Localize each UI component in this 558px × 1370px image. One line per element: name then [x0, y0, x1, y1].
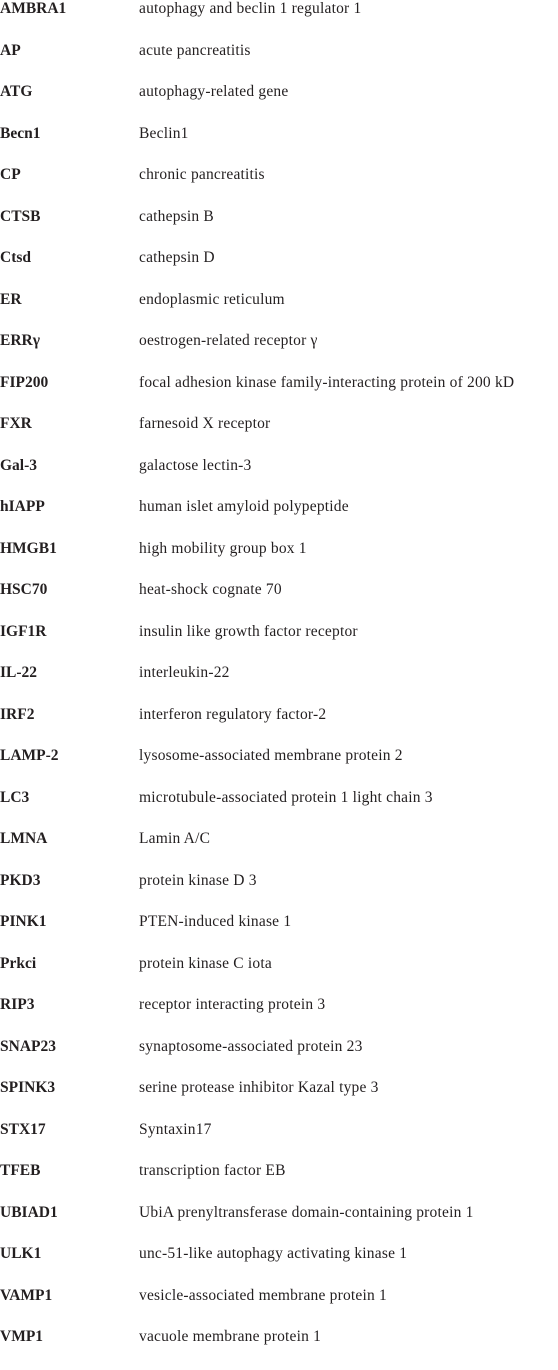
abbreviation-row [0, 789, 558, 831]
abbreviation-row [0, 166, 558, 208]
abbreviation-definition: protein kinase C iota [139, 954, 272, 972]
abbreviation-row [0, 1245, 558, 1287]
abbreviation-definition: acute pancreatitis [139, 41, 251, 59]
abbreviation-row [0, 374, 558, 416]
abbreviation-row [0, 872, 558, 914]
abbreviation-row [0, 1287, 558, 1329]
abbreviation-row [0, 830, 558, 872]
abbreviation-term: AP [0, 41, 21, 59]
abbreviation-row [0, 623, 558, 665]
abbreviation-definition: transcription factor EB [139, 1162, 286, 1179]
abbreviation-row [0, 0, 558, 42]
abbreviation-definition: receptor interacting protein 3 [139, 996, 326, 1013]
abbreviation-row [0, 996, 558, 1038]
abbreviation-definition: galactose lectin-3 [139, 456, 252, 474]
abbreviation-definition: lysosome-associated membrane protein 2 [139, 747, 403, 764]
abbreviation-definition: oestrogen-related receptor γ [139, 332, 318, 349]
abbreviation-term: IRF2 [0, 705, 35, 723]
abbreviation-definition: interferon regulatory factor-2 [139, 705, 327, 723]
abbreviation-term: PKD3 [0, 871, 41, 889]
abbreviation-term: CP [0, 166, 21, 183]
abbreviation-row [0, 1038, 558, 1080]
abbreviation-row [0, 581, 558, 623]
abbreviation-definition: unc-51-like autophagy activating kinase 1 [139, 1245, 408, 1262]
abbreviation-row [0, 249, 558, 291]
abbreviation-term: TFEB [0, 1162, 41, 1179]
abbreviation-row [0, 1162, 558, 1204]
abbreviation-row [0, 457, 558, 499]
abbreviation-definition: Syntaxin17 [139, 1120, 212, 1138]
abbreviation-definition: vesicle-associated membrane protein 1 [139, 1286, 387, 1304]
abbreviation-row [0, 540, 558, 582]
abbreviation-row [0, 1328, 558, 1370]
abbreviation-term: FIP200 [0, 373, 49, 391]
abbreviation-definition: serine protease inhibitor Kazal type 3 [139, 1079, 379, 1096]
abbreviation-definition: Beclin1 [139, 124, 189, 142]
abbreviation-row [0, 208, 558, 250]
abbreviation-term: ER [0, 290, 22, 308]
abbreviation-term: SPINK3 [0, 1079, 56, 1096]
abbreviation-term: LAMP-2 [0, 747, 59, 764]
abbreviation-term: SNAP23 [0, 1037, 56, 1055]
abbreviation-term: HMGB1 [0, 539, 57, 557]
abbreviation-row [0, 664, 558, 706]
abbreviation-definition: Lamin A/C [139, 830, 211, 847]
abbreviation-definition: autophagy and beclin 1 regulator 1 [139, 0, 362, 17]
abbreviation-term: AMBRA1 [0, 0, 67, 17]
abbreviation-definition: focal adhesion kinase family-interacting protein of 200 kD [139, 373, 515, 391]
abbreviation-term: PINK1 [0, 913, 47, 930]
abbreviation-row [0, 706, 558, 748]
abbreviation-row [0, 83, 558, 125]
abbreviation-row [0, 955, 558, 997]
abbreviation-row [0, 415, 558, 457]
abbreviation-term: VAMP1 [0, 1286, 53, 1304]
abbreviation-term: CTSB [0, 207, 41, 225]
abbreviation-definition: endoplasmic reticulum [139, 290, 285, 308]
abbreviation-definition: synaptosome-associated protein 23 [139, 1037, 363, 1055]
abbreviation-term: IGF1R [0, 622, 47, 640]
abbreviation-row [0, 332, 558, 374]
abbreviation-definition: cathepsin B [139, 207, 214, 225]
abbreviation-row [0, 913, 558, 955]
abbreviation-term: hIAPP [0, 498, 45, 515]
abbreviation-term: ATG [0, 83, 33, 100]
abbreviation-row [0, 1121, 558, 1163]
abbreviation-definition: cathepsin D [139, 249, 215, 266]
abbreviation-definition: heat-shock cognate 70 [139, 581, 282, 598]
abbreviation-definition: insulin like growth factor receptor [139, 622, 358, 640]
abbreviation-row [0, 1204, 558, 1246]
abbreviation-definition: protein kinase D 3 [139, 871, 257, 889]
abbreviation-term: LMNA [0, 830, 48, 847]
abbreviation-term: ERRγ [0, 332, 40, 349]
abbreviation-term: IL-22 [0, 664, 38, 681]
abbreviation-definition: farnesoid X receptor [139, 415, 271, 432]
abbreviation-term: Becn1 [0, 124, 41, 142]
abbreviation-definition: UbiA prenyltransferase domain-containing protein 1 [139, 1203, 474, 1221]
abbreviation-row [0, 42, 558, 84]
abbreviation-term: UBIAD1 [0, 1203, 58, 1221]
abbreviation-definition: PTEN-induced kinase 1 [139, 913, 292, 930]
abbreviation-definition: chronic pancreatitis [139, 166, 265, 183]
abbreviation-definition: interleukin-22 [139, 664, 230, 681]
abbreviation-term: RIP3 [0, 996, 35, 1013]
abbreviation-term: STX17 [0, 1120, 46, 1138]
abbreviation-row [0, 498, 558, 540]
abbreviation-term: Prkci [0, 954, 37, 972]
abbreviation-definition: high mobility group box 1 [139, 539, 307, 557]
abbreviation-row [0, 747, 558, 789]
abbreviation-term: FXR [0, 415, 32, 432]
abbreviation-row [0, 291, 558, 333]
abbreviation-term: Ctsd [0, 249, 32, 266]
abbreviation-definition: vacuole membrane protein 1 [139, 1328, 322, 1345]
abbreviation-definition: autophagy-related gene [139, 83, 289, 100]
abbreviation-row [0, 1079, 558, 1121]
abbreviation-definition: human islet amyloid polypeptide [139, 498, 349, 515]
abbreviation-term: HSC70 [0, 581, 48, 598]
abbreviation-row [0, 125, 558, 167]
abbreviation-definition: microtubule-associated protein 1 light chain 3 [139, 788, 433, 806]
abbreviation-term: ULK1 [0, 1245, 42, 1262]
abbreviation-term: VMP1 [0, 1328, 44, 1345]
abbreviation-term: LC3 [0, 788, 30, 806]
abbreviation-term: Gal-3 [0, 456, 38, 474]
